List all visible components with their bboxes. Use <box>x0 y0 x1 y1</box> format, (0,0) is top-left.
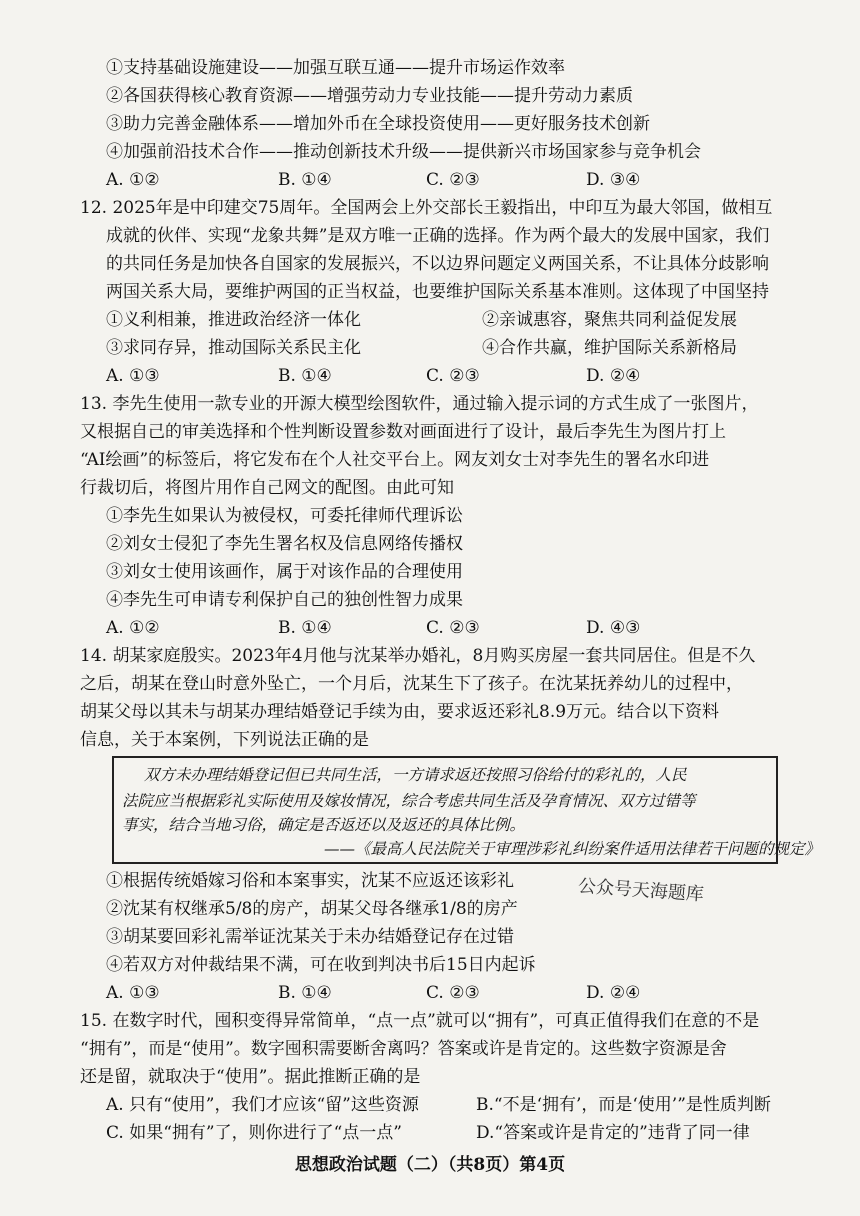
q12-item-3: ③求同存异，推动国际关系民主化 <box>106 338 361 358</box>
q14-option-d: D. ②④ <box>586 983 641 1003</box>
q13-option-a: A. ①② <box>106 618 160 638</box>
q15-option-b: B.“不是‘拥有’，而是‘使用’”是性质判断 <box>476 1095 771 1115</box>
q11-option-b: B. ①④ <box>278 170 332 190</box>
q14-item-3: ③胡某要回彩礼需举证沈某关于未办结婚登记存在过错 <box>106 927 514 947</box>
q14-stem-4: 信息，关于本案例，下列说法正确的是 <box>80 730 369 750</box>
q12-option-d: D. ②④ <box>586 366 641 386</box>
quote-source: ——《最高人民法院关于审理涉彩礼纠纷案件适用法律若干问题的规定》 <box>324 840 821 858</box>
q13-item-4: ④李先生可申请专利保护自己的独创性智力成果 <box>106 590 463 610</box>
q13-stem-1: 13. 李先生使用一款专业的开源大模型绘图软件，通过输入提示词的方式生成了一张图片， <box>80 394 759 414</box>
q15-stem-3: 还是留，就取决于“使用”。据此推断正确的是 <box>80 1067 421 1087</box>
q12-option-b: B. ①④ <box>278 366 332 386</box>
q13-item-2: ②刘女士侵犯了李先生署名权及信息网络传播权 <box>106 534 463 554</box>
q13-item-3: ③刘女士使用该画作，属于对该作品的合理使用 <box>106 562 463 582</box>
q12-stem-3: 的共同任务是加快各自国家的发展振兴，不以边界问题定义两国关系，不让具体分歧影响 <box>106 254 769 274</box>
q15-stem-1: 15. 在数字时代，囤积变得异常简单，“点一点”就可以“拥有”，可真正值得我们在意的不是 <box>80 1011 760 1031</box>
q13-item-1: ①李先生如果认为被侵权，可委托律师代理诉讼 <box>106 506 463 526</box>
q11-item-3: ③助力完善金融体系——增加外币在全球投资使用——更好服务技术创新 <box>106 114 650 134</box>
q12-stem-1: 12. 2025年是中印建交75周年。全国两会上外交部长王毅指出，中印互为最大邻国，做相互 <box>80 198 773 218</box>
q12-item-1: ①义利相兼，推进政治经济一体化 <box>106 310 361 330</box>
q15-option-c: C. 如果“拥有”了，则你进行了“点一点” <box>106 1123 402 1143</box>
page-footer: 思想政治试题（二）（共8页）第4页 <box>294 1155 566 1175</box>
q14-item-2: ②沈某有权继承5/8的房产，胡某父母各继承1/8的房产 <box>106 899 518 919</box>
q13-option-c: C. ②③ <box>426 618 480 638</box>
q13-option-b: B. ①④ <box>278 618 332 638</box>
q15-stem-2: “拥有”，而是“使用”。数字囤积需要断舍离吗？答案或许是肯定的。这些数字资源是舍 <box>80 1039 727 1059</box>
q15-option-a: A. 只有“使用”，我们才应该“留”这些资源 <box>106 1095 419 1115</box>
q13-stem-4: 行裁切后，将图片用作自己网文的配图。由此可知 <box>80 478 454 498</box>
q12-stem-2: 成就的伙伴、实现“龙象共舞”是双方唯一正确的选择。作为两个最大的发展中国家，我们 <box>106 226 770 246</box>
q14-option-b: B. ①④ <box>278 983 332 1003</box>
q13-option-d: D. ④③ <box>586 618 641 638</box>
q14-stem-3: 胡某父母以其未与胡某办理结婚登记手续为由，要求返还彩礼8.9万元。结合以下资料 <box>80 702 720 722</box>
q13-stem-3: “AI绘画”的标签后，将它发布在个人社交平台上。网友刘女士对李先生的署名水印进 <box>80 450 710 470</box>
q12-option-a: A. ①③ <box>106 366 160 386</box>
quote-line-1: 双方未办理结婚登记但已共同生活，一方请求返还按照习俗给付的彩礼的，人民 <box>144 766 687 784</box>
q12-stem-4: 两国关系大局，要维护两国的正当权益，也要维护国际关系基本准则。这体现了中国坚持 <box>106 282 769 302</box>
q13-stem-2: 又根据自己的审美选择和个性判断设置参数对画面进行了设计，最后李先生为图片打上 <box>80 422 726 442</box>
q14-stem-1: 14. 胡某家庭殷实。2023年4月他与沈某举办婚礼，8月购买房屋一套共同居住。但是不久 <box>80 646 756 666</box>
q11-option-a: A. ①② <box>106 170 160 190</box>
q11-item-2: ②各国获得核心教育资源——增强劳动力专业技能——提升劳动力素质 <box>106 86 633 106</box>
q12-item-2: ②亲诚惠容，聚焦共同利益促发展 <box>482 310 737 330</box>
q14-stem-2: 之后，胡某在登山时意外坠亡，一个月后，沈某生下了孩子。在沈某抚养幼儿的过程中， <box>80 674 743 694</box>
q12-item-4: ④合作共赢，维护国际关系新格局 <box>482 338 737 358</box>
quote-line-2: 法院应当根据彩礼实际使用及嫁妆情况，综合考虑共同生活及孕育情况、双方过错等 <box>122 792 696 810</box>
q14-item-1: ①根据传统婚嫁习俗和本案事实，沈某不应返还该彩礼 <box>106 871 514 891</box>
q14-option-c: C. ②③ <box>426 983 480 1003</box>
q14-option-a: A. ①③ <box>106 983 160 1003</box>
q11-item-1: ①支持基础设施建设——加强互联互通——提升市场运作效率 <box>106 58 565 78</box>
q11-option-c: C. ②③ <box>426 170 480 190</box>
regulation-quote <box>112 756 821 864</box>
q14-item-4: ④若双方对仲裁结果不满，可在收到判决书后15日内起诉 <box>106 955 536 975</box>
quote-line-3: 事实，结合当地习俗，确定是否返还以及返还的具体比例。 <box>122 816 526 834</box>
q11-option-d: D. ③④ <box>586 170 641 190</box>
watermark-text: 公众号天海题库 <box>577 875 705 906</box>
q12-option-c: C. ②③ <box>426 366 480 386</box>
q11-item-4: ④加强前沿技术合作——推动创新技术升级——提供新兴市场国家参与竞争机会 <box>106 142 701 162</box>
q15-option-d: D.“答案或许是肯定的”违背了同一律 <box>476 1123 750 1143</box>
